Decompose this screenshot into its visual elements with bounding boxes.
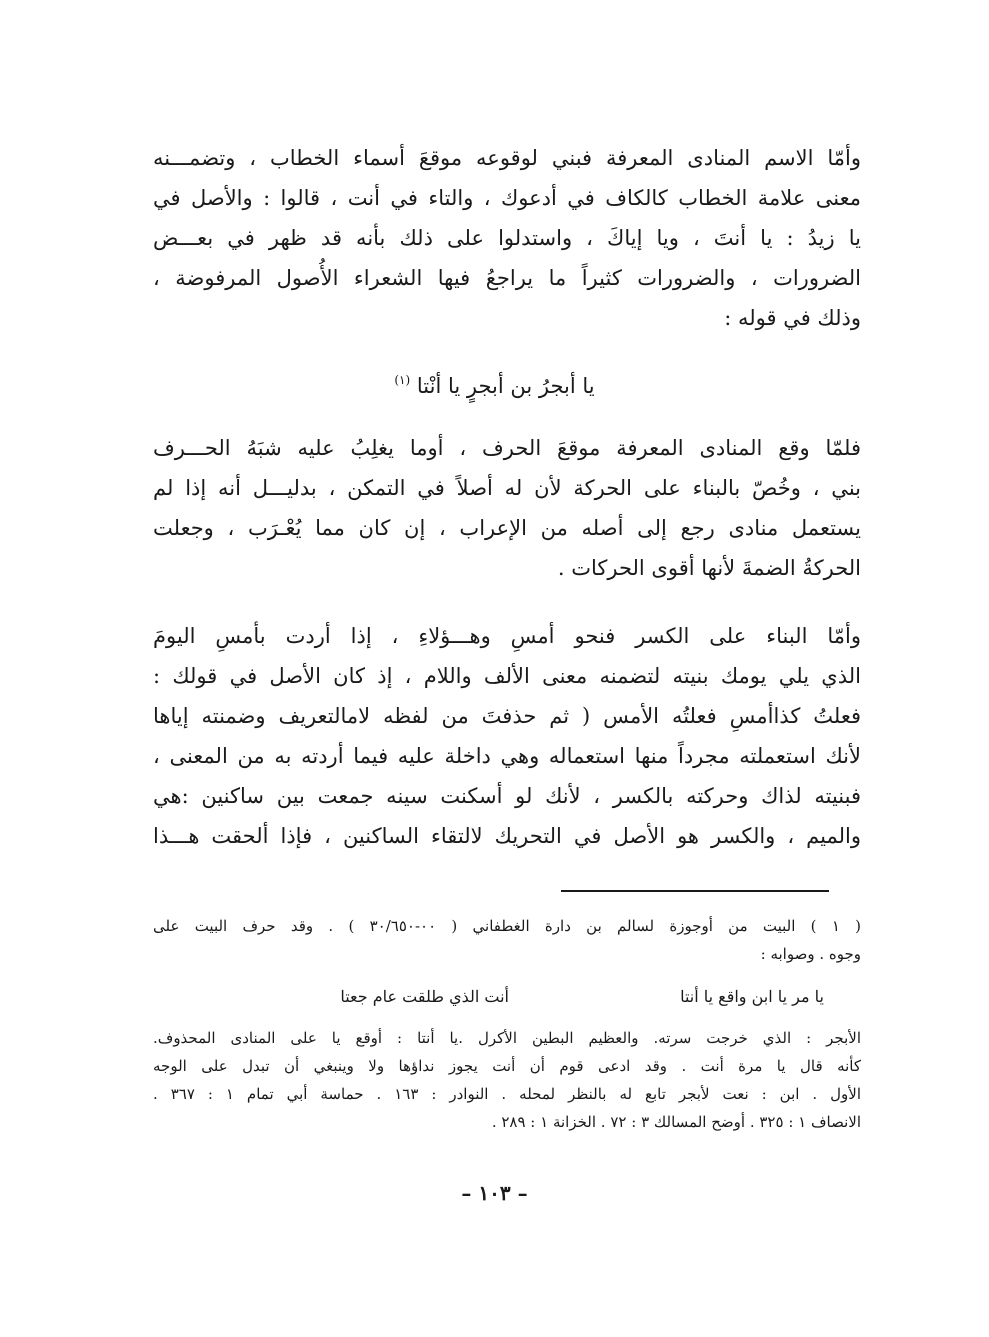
- paragraph-2-line-2: بني ، وخُصّ بالبناء على الحركة لأن له أصلاً في التمكن ، بدليـــل أنه إذا لم: [153, 476, 861, 500]
- paragraph-3-line-6: والميم ، والكسر هو الأصل في التحريك لالتقاء الساكنين ، فإذا ألحقت هـــذا: [153, 824, 861, 848]
- verse-text: يا أبجرُ بن أبجرٍ يا أنْتا: [416, 374, 595, 398]
- footnote-line-1: ( ١ ) البيت من أوجوزة لسالم بن دارة الغطفاني ( ٠٠-٣٠/٦٥٠ ) . وقد حرف البيت على: [153, 917, 861, 935]
- footnote-detail-line-1: الأبجر : الذي خرجت سرته. والعظيم البطين الأكرل .يا أنتا : أوقع يا على المنادى المحذوف.: [153, 1029, 861, 1047]
- footnote-verse-first-hemistich: يا مر يا ابن واقع يا أنتا: [680, 987, 824, 1006]
- footnote-verse-second-hemistich: أنت الذي طلقت عام جعتا: [340, 987, 509, 1006]
- footnote-detail-line-2: كأنه قال يا مرة أنت . وقد ادعى قوم أن أنت يجوز نداؤها ولا وينبغي أن تبدل على الوجه: [153, 1057, 861, 1075]
- paragraph-3-line-3: فعلتُ كذاأمسِ فعلتُه الأمس ( ثم حذفتَ من لفظه لامالتعريف وضمنته إياها: [153, 704, 861, 728]
- footnote-detail-line-4: الانصاف ١ : ٣٢٥ . أوضح المسالك ٣ : ٧٢ . الخزانة ١ : ٢٨٩ .: [491, 1113, 861, 1131]
- footnote-separator: [561, 890, 829, 892]
- paragraph-1-line-5: وذلك في قوله :: [724, 306, 861, 330]
- verse-line: [0, 362, 989, 404]
- paragraph-2-line-3: يستعمل منادى رجع إلى أصله من الإعراب ، إن كان مما يُعْـرَب ، وجعلت: [153, 516, 861, 540]
- paragraph-1-line-1: وأمّا الاسم المنادى المعرفة فبني لوقوعه موقعَ أسماء الخطاب ، وتضمـــنه: [153, 146, 861, 170]
- page-number: – ١٠٣ –: [461, 1181, 528, 1205]
- paragraph-2-line-1: فلمّا وقع المنادى المعرفة موقعَ الحرف ، أوما يغلِبُ عليه شبَهُ الحـــرف: [153, 436, 861, 460]
- paragraph-2-line-4: الحركةُ الضمةَ لأنها أقوى الحركات .: [557, 556, 861, 580]
- paragraph-3-line-5: فبنيته لذاك وحركته بالكسر ، لأنك لو أسكنت سينه جمعت بين ساكنين :هي: [153, 784, 861, 808]
- paragraph-1-line-3: يا زيدُ : يا أنتَ ، ويا إياكَ ، واستدلوا على ذلك بأنه قد ظهر في بعـــض: [153, 226, 861, 250]
- footnote-reference: (١): [394, 373, 411, 387]
- paragraph-1-line-4: الضرورات ، والضرورات كثيراً ما يراجعُ فيها الشعراء الأُصول المرفوضة ،: [153, 266, 861, 290]
- footnote-detail-line-3: الأول . ابن : نعت لأبجر تابع له بالنظر لمحله . النوادر : ١٦٣ . حماسة أبي تمام ١ : ٣٦٧ .: [153, 1085, 861, 1103]
- paragraph-1-line-2: معنى علامة الخطاب كالكاف في أدعوك ، والتاء في أنت ، قالوا : والأصل في: [153, 186, 861, 210]
- paragraph-3-line-2: الذي يلي يومك بنيته لتضمنه معنى الألف واللام ، إذ كان الأصل في قولك :: [153, 664, 861, 688]
- paragraph-3-line-4: لأنك استعملته مجرداً منها استعماله وهي داخلة عليه فيما أردته به من المعنى ،: [153, 744, 861, 768]
- paragraph-3-line-1: وأمّا البناء على الكسر فنحو أمسِ وهـــؤلاءِ ، إذا أردت بأمسِ اليومَ: [153, 624, 861, 648]
- footnote-line-2: وجوه . وصوابه :: [760, 945, 861, 963]
